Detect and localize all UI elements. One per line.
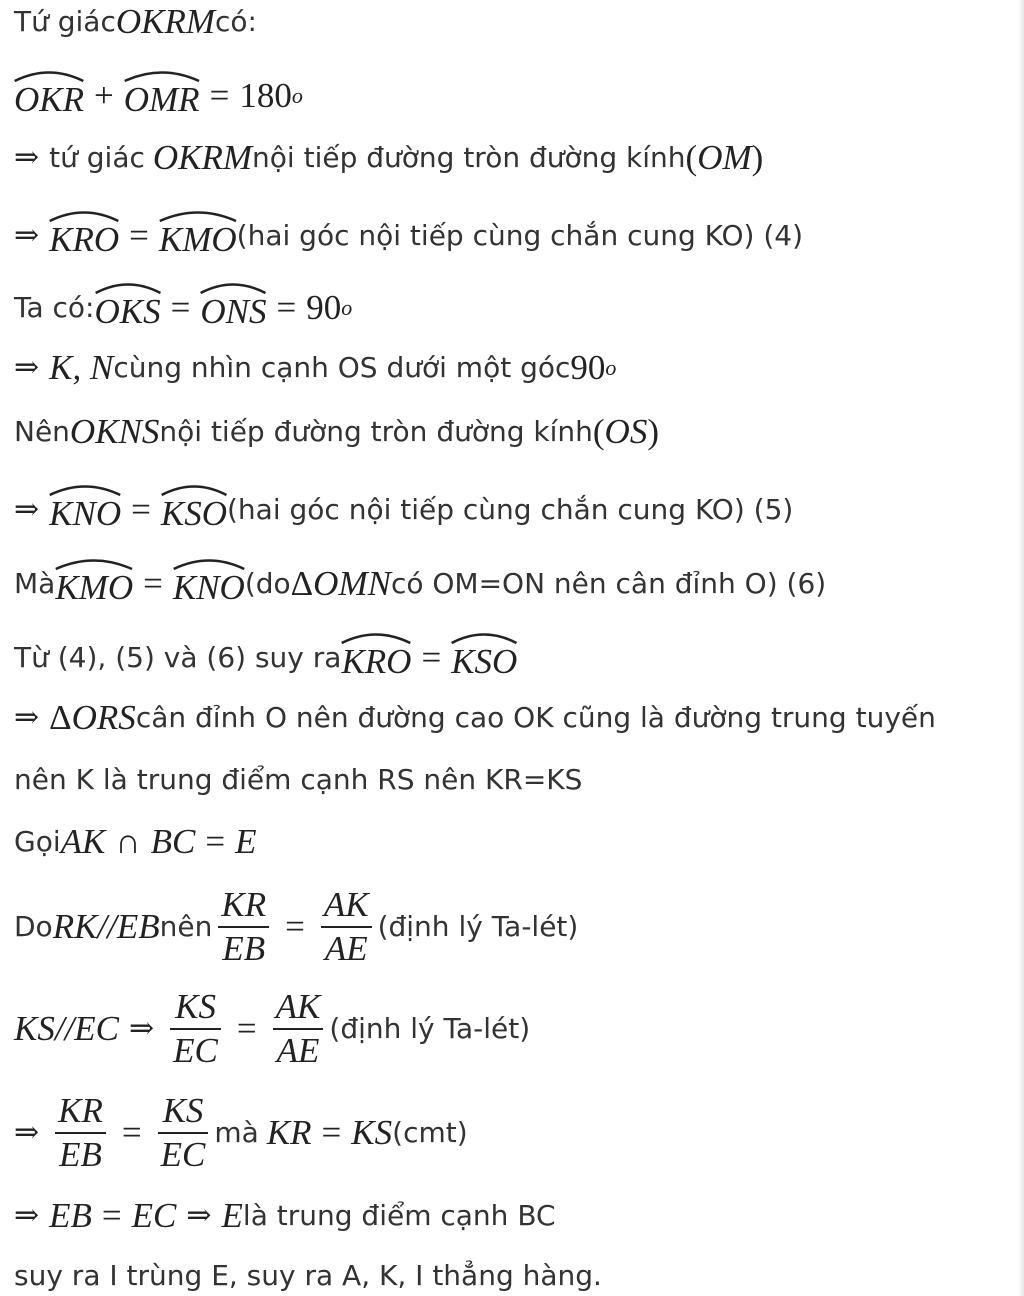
angle-kmo [159,212,237,260]
fraction-ks-ec [158,1090,209,1176]
implies-arrow: ⇒ [14,1198,40,1233]
angle-label: KRO [49,220,120,259]
angle-label: KMO [158,220,237,259]
text: (hai góc nội tiếp cùng chắn cung KO) (5) [226,493,794,526]
page-edge-shadow [1018,0,1024,1296]
math-ec: EC [131,1196,177,1235]
degree-sup: o [605,355,617,380]
text: là trung điểm cạnh BC [242,1199,556,1232]
fraction-ak-ae [273,986,324,1072]
line-4 [14,212,1016,260]
angle-kro [49,212,119,260]
implies-arrow: ⇒ [14,1115,40,1150]
equals-sign: = [421,638,442,677]
text: nội tiếp đường tròn đường kính [159,415,593,448]
fraction-kr-eb [55,1090,106,1176]
line-8 [14,486,1016,534]
degree-sup: o [341,295,353,320]
angle-label: OKR [14,80,84,119]
angle-kro [341,634,411,682]
number: 90 [570,348,606,387]
denominator: AE [276,1031,320,1070]
degree-sup: o [291,83,303,108]
angle-ons [200,284,266,332]
line-3 [14,138,1016,178]
fraction-ks-ec [170,986,221,1072]
implies-arrow: ⇒ [129,1011,155,1046]
numerator: KS [175,987,216,1026]
math-e: E [221,1196,243,1235]
line-14 [14,884,1016,970]
implies-arrow: ⇒ [14,700,40,735]
math-e: E [235,822,257,861]
text: suy ra I trùng E, suy ra A, K, I thẳng hàng. [14,1259,602,1292]
equals-sign: = [236,1009,257,1048]
implies-arrow: ⇒ [14,218,40,253]
line-12 [14,760,1016,800]
text: (định lý Ta-lét) [329,1012,531,1045]
denominator: EC [173,1031,218,1070]
numerator: AK [323,885,369,924]
equals-sign: = [276,288,297,327]
line-6 [14,348,1016,388]
math-k-n: K, N [49,348,114,387]
paren-open: ( [592,412,605,451]
implies-arrow: ⇒ [14,140,40,175]
equals-sign: = [285,907,305,946]
text: Do [14,910,53,943]
text: cùng nhìn cạnh OS dưới một góc [113,351,571,384]
angle-label: KMO [55,568,134,607]
text: nên K là trung điểm cạnh RS nên KR=KS [14,763,583,796]
denominator: EB [59,1135,102,1174]
line-1 [14,2,1016,42]
text: có OM=ON nên cân đỉnh O) (6) [390,567,827,600]
line-9 [14,560,1016,608]
paren-close: ) [647,412,659,451]
text: mà [214,1116,259,1149]
fraction-ak-ae [321,884,372,970]
angle-okr [14,72,84,120]
angle-kmo [55,560,133,608]
line-18 [14,1256,1016,1296]
paren-close: ) [751,138,764,177]
implies-arrow: ⇒ [186,1198,212,1233]
line-15 [14,986,1016,1072]
equals-sign: = [121,1113,142,1152]
implies-arrow: ⇒ [14,350,40,385]
angle-label: OMR [123,80,200,119]
text: cân đỉnh O nên đường cao OK cũng là đường trung tuyến [135,701,936,734]
paren-open: ( [685,138,698,177]
angle-label: KSO [451,642,518,681]
text: có: [215,5,257,38]
equals-sign: = [209,76,230,115]
math-quad-okrm: OKRM [115,2,216,41]
math-kr: KR [266,1113,312,1152]
text: (cmt) [392,1116,468,1149]
intersection-sign: ∩ [115,822,141,861]
text: Tứ giác [14,5,116,38]
angle-omr [124,72,200,120]
denominator: EB [222,929,266,968]
numerator: AK [275,987,321,1026]
math-eb: EB [49,1196,92,1235]
numerator: KS [162,1091,204,1130]
text: (do [244,567,291,600]
angle-kno [49,486,121,534]
line-16 [14,1090,1016,1176]
triangle-symbol: Δ [49,698,72,737]
text: Mà [14,567,56,600]
math-ak: AK [60,822,106,861]
math-ks: KS [351,1113,393,1152]
equals-sign: = [170,288,191,327]
angle-label: KSO [160,494,227,533]
text: (hai góc nội tiếp cùng chắn cung KO) (4) [236,219,804,252]
text: Từ (4), (5) và (6) suy ra [14,641,342,674]
text: nội tiếp đường tròn đường kính [252,141,686,174]
line-13 [14,822,1016,862]
equals-sign: = [321,1113,342,1152]
equals-sign: = [101,1196,122,1235]
math-ks-parallel-ec: KS//EC [14,1009,120,1048]
line-11 [14,698,1016,738]
triangle-symbol: Δ [290,564,314,603]
line-7 [14,412,1016,452]
math-ors: ORS [71,698,136,737]
numerator: KR [221,885,267,924]
line-10 [14,634,1016,682]
math-om: OM [697,138,752,177]
math-bc: BC [150,822,196,861]
denominator: EC [160,1135,206,1174]
text: Ta có: [14,291,95,324]
angle-label: KRO [341,642,412,681]
plus-sign: + [94,76,114,115]
equals-sign: = [143,564,163,603]
text: Gọi [14,825,61,858]
math-rk-parallel-eb: RK//EB [52,907,160,946]
angle-kso [161,486,227,534]
equals-sign: = [131,490,151,529]
angle-kso [451,634,517,682]
number: 90 [306,288,342,327]
fraction-kr-eb [218,884,269,970]
text: (định lý Ta-lét) [377,910,579,943]
math-os: OS [604,412,648,451]
line-5 [14,284,1016,332]
math-omn: OMN [313,564,391,603]
line-17 [14,1196,1016,1236]
angle-label: KNO [172,568,245,607]
math-okns: OKNS [69,412,160,451]
math-okrm: OKRM [152,138,253,177]
implies-arrow: ⇒ [14,492,40,527]
angle-kno [173,560,245,608]
equals-sign: = [129,216,149,255]
numerator: KR [58,1091,103,1130]
denominator: AE [324,929,368,968]
text: Nên [14,415,70,448]
text: nên [159,910,213,943]
number: 180 [239,76,292,115]
angle-oks [95,284,161,332]
text: tứ giác [49,141,145,174]
angle-label: OKS [94,292,161,331]
angle-label: KNO [49,494,122,533]
angle-label: ONS [200,292,267,331]
line-2 [14,72,1016,120]
equals-sign: = [205,822,226,861]
